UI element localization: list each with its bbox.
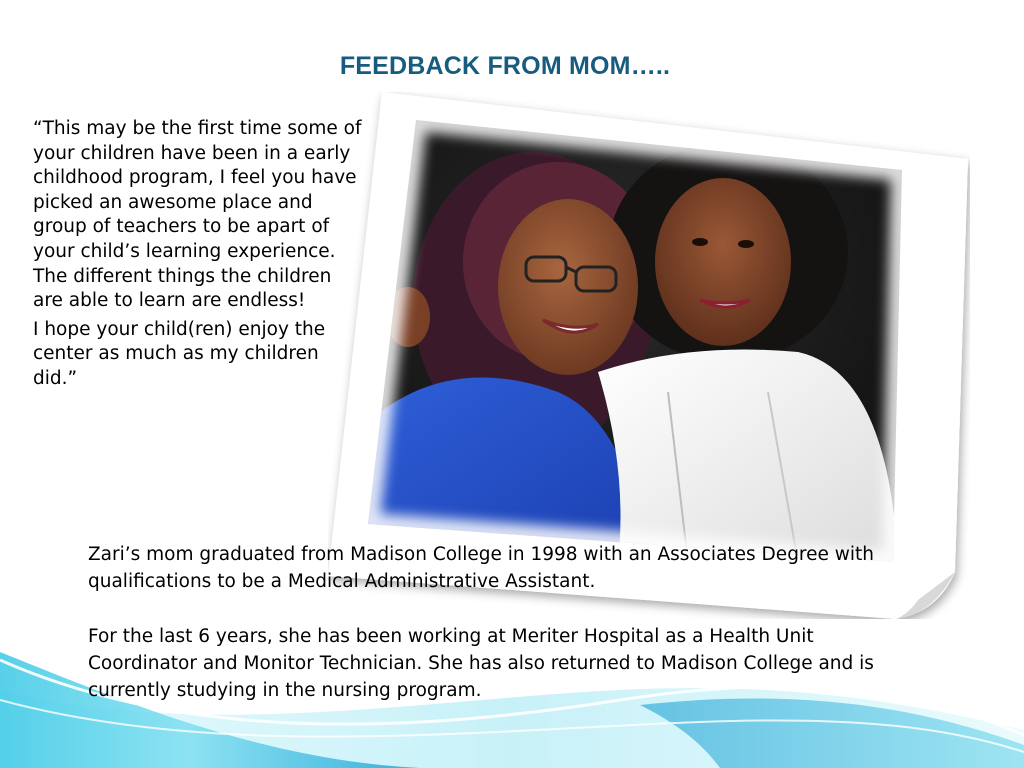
quote-paragraph-1: “This may be the first time some of your children have been in a early childhood program, I feel you have picked an awesome place and group of teachers to be apart of your child’s learning experience. The different things the children are able to learn are endless! [33, 118, 362, 312]
mom-bio [88, 541, 928, 704]
quote-paragraph-2: I hope your child(ren) enjoy the center as much as my children did.” [33, 318, 326, 389]
bio-paragraph-1: Zari’s mom graduated from Madison College in 1998 with an Associates Degree with qualifications to be a Medical Administrative Assistant. [88, 544, 875, 593]
slide-title: FEEDBACK FROM MOM….. [339, 52, 671, 80]
photo-illustration [328, 92, 970, 619]
photo-print [328, 92, 970, 619]
bio-paragraph-2: For the last 6 years, she has been working at Meriter Hospital as a Health Unit Coordinator and Monitor Technician. She has also returned to Madison College and is currently studying in the nursing program. [88, 625, 874, 702]
mom-quote [33, 117, 363, 392]
